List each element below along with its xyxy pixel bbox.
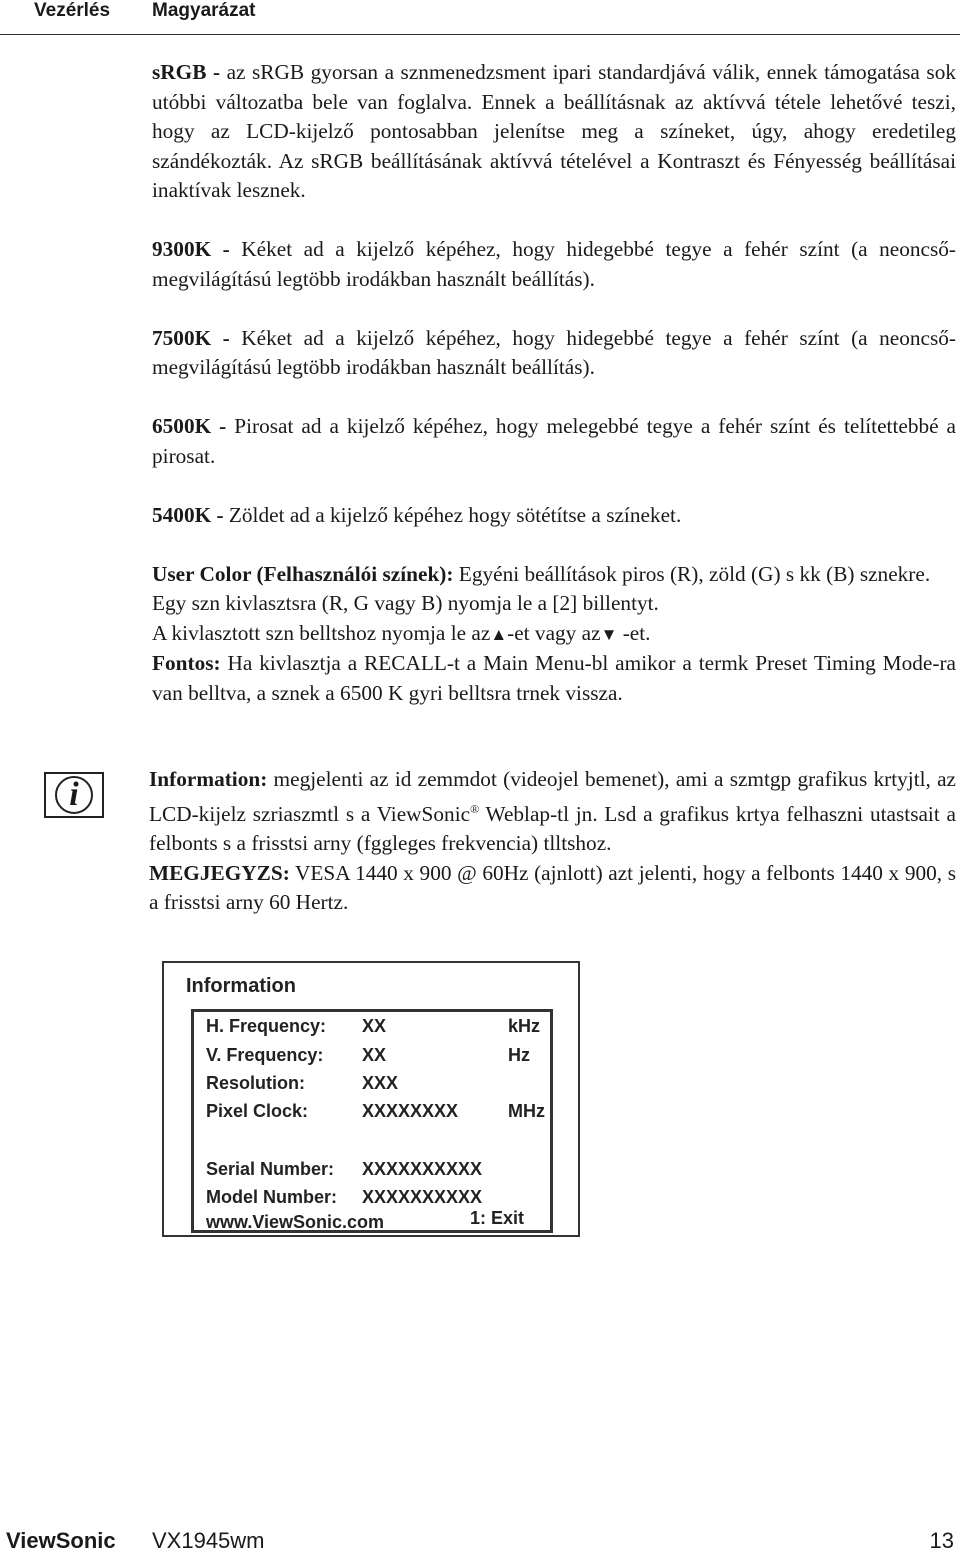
information-paragraph xyxy=(149,765,956,859)
6500k-paragraph xyxy=(152,412,956,471)
osd-value: XXXXXXXXXX xyxy=(362,1159,483,1179)
9300k-paragraph xyxy=(152,235,956,294)
osd-value: XXXXXXXX xyxy=(362,1101,459,1121)
main-content xyxy=(152,58,956,708)
srgb-description: az sRGB gyorsan a sznmenedzsment ipari standardjává válik, ennek támogatása sok utóbbi változatba bele van foglalva. Ennek a beállításnak az aktívvá tétele lehetővé teszi, hogy az LCD-kijelző pontosabban jelenítse meg a színeket, úgy, ahogy eredetileg szándékozták. Az sRGB beállításának aktívvá tételével a Kontraszt és Fényesség beállításai inaktívak lesznek. xyxy=(152,60,956,202)
header-col-control: Vezérlés xyxy=(34,0,111,21)
osd-unit: MHz xyxy=(508,1101,545,1121)
6500k-description: Pirosat ad a kijelző képéhez, hogy melegebbé tegye a fehér színt és telítettebbé a pirosat. xyxy=(152,414,957,468)
registered-mark: ® xyxy=(470,801,480,816)
srgb-paragraph xyxy=(152,58,956,206)
7500k-description: Kéket ad a kijelző képéhez, hogy hidegebbé tegye a fehér színt (a neoncső-megvilágítású legtöbb irodákban használt beállítás). xyxy=(152,325,957,379)
info-glyph: i xyxy=(55,776,93,814)
header-divider xyxy=(0,34,960,35)
osd-label: V. Frequency: xyxy=(206,1045,324,1065)
osd-info-box xyxy=(191,1009,553,1233)
osd-value: XX xyxy=(362,1045,387,1065)
9300k-description: Kéket ad a kijelző képéhez, hogy hidegebbé tegye a fehér színt (a neoncső-megvilágítású legtöbb irodákban használt beállítás). xyxy=(152,237,957,291)
osd-website: www.ViewSonic.com xyxy=(206,1212,385,1232)
user-color-description: Egyéni beállítások piros (R), zöld (G) s kk (B) sznekre. xyxy=(453,561,931,586)
footer-model: VX1945wm xyxy=(152,1528,265,1553)
user-color-term: User Color (Felhasználói színek): xyxy=(152,561,454,586)
osd-value: XX xyxy=(362,1016,387,1036)
osd-value: XXX xyxy=(362,1073,399,1093)
adjust-text-c: -et. xyxy=(617,620,651,645)
adjust-text-a: A kivlasztott szn belltshoz nyomja le az xyxy=(152,620,491,645)
information-desc-a: megjelenti az id zemmdot (videojel bemenet), ami a szmtgp grafikus krtyjtl, az LCD-kijelz szriaszmtl s a ViewSonic xyxy=(149,767,956,826)
osd-information-screen xyxy=(162,961,580,1237)
9300k-term: 9300K - xyxy=(152,237,230,261)
srgb-term: sRGB - xyxy=(152,60,221,84)
fontos-term: Fontos: xyxy=(152,651,221,675)
note-description: VESA 1440 x 900 @ 60Hz (ajnlott) azt jelenti, hogy a felbonts 1440 x 900, s a frisstsi arny 60 Hertz. xyxy=(149,860,956,915)
osd-label: Resolution: xyxy=(206,1073,305,1093)
osd-unit: kHz xyxy=(508,1016,541,1036)
osd-exit-button[interactable]: 1: Exit xyxy=(470,1208,525,1228)
osd-title: Information xyxy=(186,975,296,997)
7500k-paragraph xyxy=(152,324,956,383)
5400k-paragraph xyxy=(152,501,956,531)
information-desc-b: Weblap-tl jn. Lsd a grafikus krtya felhaszni utastsait a felbonts s a frisstsi arny (fggleges frekvencia) tlltshoz. xyxy=(149,801,956,856)
osd-label: Pixel Clock: xyxy=(206,1101,309,1121)
osd-label: H. Frequency: xyxy=(206,1016,327,1036)
footer-brand: ViewSonic xyxy=(6,1528,116,1553)
information-term: Information: xyxy=(149,767,268,791)
page-number: 13 xyxy=(929,1528,954,1553)
7500k-term: 7500K - xyxy=(152,325,230,350)
6500k-term: 6500K - xyxy=(152,414,227,438)
user-color-paragraph xyxy=(152,560,956,590)
down-arrow-icon: ▼ xyxy=(600,624,618,644)
osd-label: Model Number: xyxy=(206,1187,338,1207)
info-icon xyxy=(44,772,104,818)
up-arrow-icon: ▲ xyxy=(490,624,508,644)
5400k-description: Zöldet ad a kijelző képéhez hogy sötétítse a színeket. xyxy=(223,502,682,527)
5400k-term: 5400K - xyxy=(152,502,224,527)
note-term: MEGJEGYZS: xyxy=(149,860,290,885)
adjust-text-b: -et vagy az xyxy=(507,620,601,645)
user-color-step-select: Egy szn kivlasztsra (R, G vagy B) nyomja le a [2] billentyt. xyxy=(152,591,659,615)
osd-label: Serial Number: xyxy=(206,1159,335,1179)
note-paragraph xyxy=(149,859,956,918)
fontos-description: Ha kivlasztja a RECALL-t a Main Menu-bl amikor a termk Preset Timing Mode-ra van belltva, a sznek a 6500 K gyri belltsra trnek vissza. xyxy=(152,651,956,705)
osd-unit: Hz xyxy=(508,1045,530,1065)
page-footer xyxy=(0,1528,960,1553)
user-color-step-adjust xyxy=(152,619,956,650)
fontos-paragraph xyxy=(152,649,956,708)
osd-value: XXXXXXXXXX xyxy=(362,1187,483,1207)
page-header xyxy=(0,0,960,38)
header-col-explanation: Magyarázat xyxy=(152,0,256,21)
information-section xyxy=(149,765,956,918)
